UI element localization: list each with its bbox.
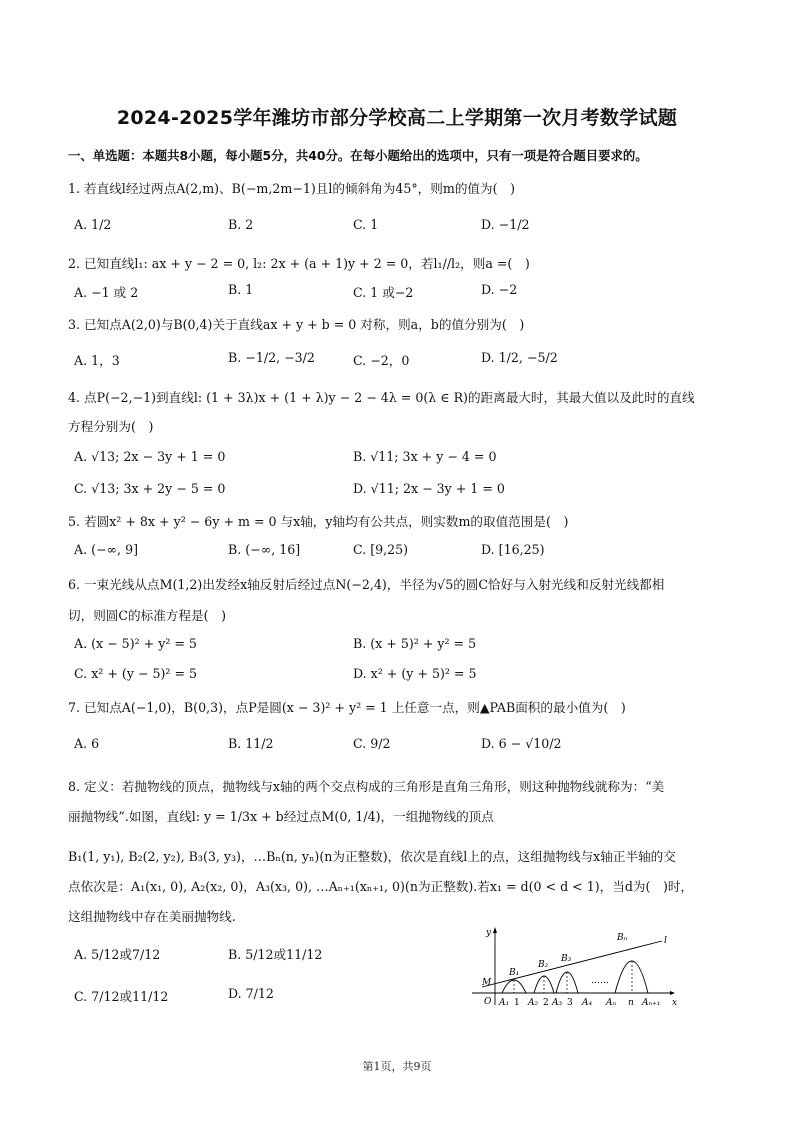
question-8-stem-3: B₁(1, y₁), B₂(2, y₂), B₃(3, y₃)，…Bₙ(n, yₙ)(n为正整数)，依次是直线l上的点，这组抛物线与x轴正半轴的交 xyxy=(68,849,676,864)
label-m: M xyxy=(482,978,492,988)
label-a4: A₄ xyxy=(582,998,593,1008)
q2-option-a: A. −1 或 2 xyxy=(74,285,139,300)
label-b3: B₃ xyxy=(561,954,572,964)
label-an1: Aₙ₊₁ xyxy=(642,998,661,1008)
q5-option-a: A. (−∞, 9] xyxy=(74,542,138,557)
label-o: O xyxy=(484,997,492,1007)
q7-option-a: A. 6 xyxy=(74,736,100,751)
parabola-n xyxy=(615,961,648,993)
y-axis-arrow xyxy=(493,927,497,933)
label-a1: A₁ xyxy=(499,998,510,1008)
q5-option-b: B. (−∞, 16] xyxy=(228,542,301,557)
q8-option-b: B. 5/12或11/12 xyxy=(228,947,323,962)
tick-3: 3 xyxy=(567,998,573,1008)
q8-option-d: D. 7/12 xyxy=(228,986,274,1001)
q3-option-b: B. −1/2, −3/2 xyxy=(228,350,315,365)
line-l xyxy=(482,941,662,987)
question-6-stem-cont: 切，则圆C的标准方程是( ) xyxy=(68,608,226,623)
q7-option-c: C. 9/2 xyxy=(353,736,391,751)
question-8-stem-2: 丽抛物线”.如图，直线l: y = 1/3x + b经过点M(0, 1/4)，一组抛物线的顶点 xyxy=(68,809,494,824)
question-8-stem-4: 点依次是：A₁(x₁, 0), A₂(x₂, 0)，A₃(x₃, 0), …Aₙ₊₁(xₙ₊₁, 0)(n为正整数).若x₁ = d(0 < d < 1)，当d为( )时， xyxy=(68,879,694,894)
section-header: 一、单选题：本题共8小题，每小题5分，共40分。在每小题给出的选项中，只有一项是符合题目要求的。 xyxy=(68,148,648,163)
q8-option-a: A. 5/12或7/12 xyxy=(74,947,161,962)
q2-option-b: B. 1 xyxy=(228,282,254,297)
q4-option-c: C. √13; 3x + 2y − 5 = 0 xyxy=(74,481,226,496)
question-7-stem: 7. 已知点A(−1,0)，B(0,3)，点P是圆(x − 3)² + y² = 1 上任意一点，则▲PAB面积的最小值为( ) xyxy=(68,700,626,715)
q4-option-d: D. √11; 2x − 3y + 1 = 0 xyxy=(353,481,505,496)
question-2-stem: 2. 已知直线l₁: ax + y − 2 = 0, l₂: 2x + (a + 1)y + 2 = 0，若l₁//l₂，则a =( ) xyxy=(68,256,530,271)
q7-option-b: B. 11/2 xyxy=(228,736,274,751)
q4-option-a: A. √13; 2x − 3y + 1 = 0 xyxy=(74,449,226,464)
q1-option-a: A. 1/2 xyxy=(74,217,112,232)
q6-option-d: D. x² + (y + 5)² = 5 xyxy=(353,666,477,681)
label-a3: A₃ xyxy=(552,998,563,1008)
ellipsis: …… xyxy=(591,976,609,986)
q7-option-d: D. 6 − √10/2 xyxy=(481,736,562,751)
question-6-stem: 6. 一束光线从点M(1,2)出发经x轴反射后经过点N(−2,4)，半径为√5的圆C恰好与入射光线和反射光线都相 xyxy=(68,577,665,592)
question-3-stem: 3. 已知点A(2,0)与B(0,4)关于直线ax + y + b = 0 对称，则a，b的值分别为( ) xyxy=(68,317,525,332)
tick-2: 2 xyxy=(543,998,549,1008)
q1-option-b: B. 2 xyxy=(228,217,254,232)
question-8-stem: 8. 定义：若抛物线的顶点，抛物线与x轴的两个交点构成的三角形是直角三角形，则这种抛物线就称为：“美 xyxy=(68,779,665,794)
question-4-stem-cont: 方程分别为( ) xyxy=(68,419,154,434)
q4-option-b: B. √11; 3x + y − 4 = 0 xyxy=(353,449,497,464)
q3-option-d: D. 1/2, −5/2 xyxy=(481,350,558,365)
q3-option-c: C. −2，0 xyxy=(353,353,410,368)
parabola-figure xyxy=(470,925,685,1010)
tick-n: n xyxy=(628,998,634,1008)
label-an: Aₙ xyxy=(606,998,617,1008)
page-footer: 第1页，共9页 xyxy=(362,1060,432,1073)
q6-option-b: B. (x + 5)² + y² = 5 xyxy=(353,636,477,651)
q2-option-d: D. −2 xyxy=(481,282,518,297)
q1-option-c: C. 1 xyxy=(353,217,379,232)
q2-option-c: C. 1 或−2 xyxy=(353,285,414,300)
tick-1: 1 xyxy=(514,998,520,1008)
label-a2: A₂ xyxy=(528,998,539,1008)
q5-option-c: C. [9,25) xyxy=(353,542,409,557)
q6-option-c: C. x² + (y − 5)² = 5 xyxy=(74,666,198,681)
x-axis-arrow xyxy=(670,991,675,995)
label-l: l xyxy=(664,936,667,946)
page-title: 2024-2025学年潍坊市部分学校高二上学期第一次月考数学试题 xyxy=(116,107,678,129)
label-y: y xyxy=(486,928,492,938)
q6-option-a: A. (x − 5)² + y² = 5 xyxy=(74,636,197,651)
q3-option-a: A. 1，3 xyxy=(74,353,120,368)
q8-option-c: C. 7/12或11/12 xyxy=(74,989,169,1004)
q5-option-d: D. [16,25) xyxy=(481,542,545,557)
label-b1: B₁ xyxy=(509,968,520,978)
question-8-stem-5: 这组抛物线中存在美丽抛物线. xyxy=(68,909,236,924)
q1-option-d: D. −1/2 xyxy=(481,217,530,232)
label-bn: Bₙ xyxy=(617,933,628,943)
question-5-stem: 5. 若圆x² + 8x + y² − 6y + m = 0 与x轴，y轴均有公共点，则实数m的取值范围是( ) xyxy=(68,514,569,529)
question-1-stem: 1. 若直线l经过两点A(2,m)、B(−m,2m−1)且l的倾斜角为45°，则m的值为( ) xyxy=(68,181,516,196)
label-b2: B₂ xyxy=(538,960,549,970)
label-x: x xyxy=(672,998,678,1008)
question-4-stem: 4. 点P(−2,−1)到直线l: (1 + 3λ)x + (1 + λ)y − 2 − 4λ = 0(λ ∈ R)的距离最大时，其最大值以及此时的直线 xyxy=(68,390,695,405)
